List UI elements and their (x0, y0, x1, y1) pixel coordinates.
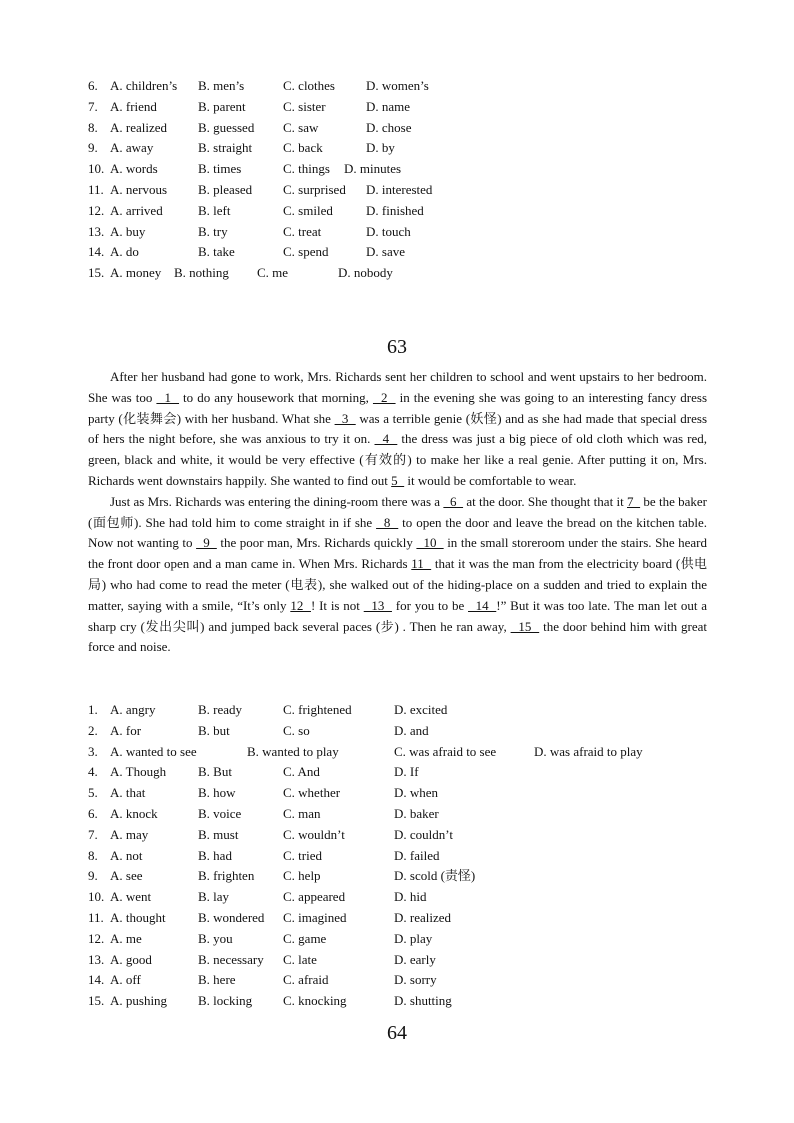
passage-text: it would be comfortable to wear. (404, 472, 577, 488)
passage-text: the door behind him with great force and noise. (88, 618, 707, 655)
option-a: A. money (110, 265, 162, 281)
page-number: 63 (387, 336, 407, 358)
blank-13: 13 (363, 597, 392, 613)
option-a: A. for (110, 722, 142, 738)
option-c: C. was afraid to see (394, 743, 497, 759)
passage-text: ! It is not (310, 597, 364, 613)
blank-9: 9 (196, 535, 217, 551)
option-d: D. play (394, 930, 433, 946)
passage-text: be the baker (面包师). She had told him to come straight in if she (88, 493, 708, 530)
option-d: D. was afraid to play (534, 743, 643, 759)
option-d: D. excited (394, 702, 448, 717)
option-c: C. help (283, 868, 321, 884)
option-d: D. when (394, 785, 439, 801)
option-b: B. you (198, 930, 233, 946)
question-number: 10. (88, 889, 105, 905)
option-a: A. Though (110, 764, 167, 780)
blank-10: 10 (416, 535, 444, 551)
option-b: B. wondered (198, 909, 265, 925)
option-b: B. lay (198, 889, 230, 905)
option-b: B. but (198, 722, 230, 738)
option-c: C. things (283, 161, 330, 177)
option-b: B. how (198, 785, 236, 801)
option-c: C. man (283, 805, 321, 821)
option-c: C. saw (283, 119, 319, 135)
option-d: D. couldn’t (394, 826, 453, 842)
option-d: D. interested (366, 181, 433, 197)
option-b: B. pleased (198, 181, 253, 197)
option-a: A. good (110, 951, 152, 967)
option-a: A. thought (110, 909, 166, 925)
passage-paragraph-1 (88, 367, 707, 492)
question-number: 10. (88, 161, 105, 177)
option-c: C. sister (283, 98, 326, 114)
option-b: B. voice (198, 805, 242, 821)
option-a: A. realized (110, 119, 168, 135)
option-c: C. whether (283, 785, 341, 801)
passage-text: After her husband had gone to work, Mrs. Richards sent her children to school and went upstairs to her bedroom. She was too (88, 369, 707, 405)
option-d: D. minutes (344, 161, 402, 177)
question-number: 8. (88, 847, 98, 863)
question-number: 1. (88, 702, 98, 717)
option-c: C. frightened (283, 702, 352, 717)
option-c: C. And (283, 764, 320, 780)
option-c: C. spend (283, 244, 329, 260)
option-c: C. late (283, 951, 317, 967)
option-c: C. game (283, 930, 327, 946)
question-number: 14. (88, 244, 105, 260)
question-number: 3. (88, 743, 98, 759)
passage-text: the poor man, Mrs. Richards quickly (216, 535, 417, 551)
question-number: 6. (88, 78, 98, 93)
option-b: B. parent (198, 98, 246, 114)
option-d: D. women’s (366, 78, 429, 93)
option-c: C. imagined (283, 909, 347, 925)
option-c: C. treat (283, 223, 322, 239)
question-number: 7. (88, 826, 98, 842)
option-a: A. children’s (110, 78, 178, 93)
option-b: B. must (198, 826, 239, 842)
option-c: C. wouldn’t (283, 826, 345, 842)
option-b: B. times (198, 161, 242, 177)
option-b: B. guessed (198, 119, 255, 135)
option-d: D. If (394, 764, 419, 780)
passage-text: to open the door and leave the bread on the kitchen table. Now not wanting to (88, 514, 708, 551)
option-b: B. straight (198, 140, 253, 156)
passage-text: was a terrible genie (妖怪) and as she had made that special dress of hers the night before, she was anxious to try it on. (88, 410, 708, 447)
option-b: B. take (198, 244, 235, 260)
option-d: D. name (366, 98, 411, 114)
option-d: D. nobody (338, 265, 393, 281)
passage-text: for you to be (391, 597, 469, 613)
blank-8: 8 (376, 514, 399, 530)
option-b: B. locking (198, 993, 253, 1009)
question-number: 13. (88, 951, 105, 967)
option-c: C. back (283, 140, 323, 156)
passage-paragraph-2 (88, 492, 707, 658)
question-number: 9. (88, 868, 98, 884)
option-a: A. pushing (110, 993, 168, 1009)
option-b: B. left (198, 202, 231, 218)
question-number: 6. (88, 805, 98, 821)
question-number: 11. (88, 909, 104, 925)
option-d: D. baker (394, 805, 439, 821)
question-number: 4. (88, 764, 98, 780)
blank-1: 1 (156, 389, 180, 405)
question-number: 5. (88, 785, 98, 801)
option-b: B. men’s (198, 78, 245, 93)
option-b: B. here (198, 972, 236, 988)
passage-text: at the door. She thought that it (463, 493, 627, 509)
blank-11: 11 (411, 556, 432, 572)
option-d: D. finished (366, 202, 424, 218)
option-b: B. ready (198, 702, 243, 717)
option-d: D. scold (责怪) (394, 868, 476, 884)
option-a: A. went (110, 889, 152, 905)
option-b: B. nothing (174, 265, 229, 281)
question-number: 15. (88, 265, 105, 281)
option-d: D. sorry (394, 972, 437, 988)
passage-text: in the evening she was going to an interesting fancy dress party (化装舞会) with her husband. What she (88, 389, 708, 426)
option-d: D. hid (394, 889, 427, 905)
question-number: 8. (88, 119, 98, 135)
option-a: A. may (110, 826, 149, 842)
option-a: A. buy (110, 223, 146, 239)
option-d: D. shutting (394, 993, 452, 1009)
blank-12: 12 (290, 597, 311, 613)
passage-text: that it was the man from the electricity board (供电局) who had come to read the meter (电表), she walked out of the hiding-place on a sudden and tried to explain the matter, saying with a smile, “It’s only (88, 556, 708, 613)
blank-4: 4 (374, 431, 398, 447)
question-number: 12. (88, 202, 105, 218)
option-d: D. touch (366, 223, 411, 239)
passage-text: to do any housework that morning, (179, 389, 373, 405)
question-number: 13. (88, 223, 105, 239)
blank-3: 3 (334, 410, 356, 426)
page-number: 64 (387, 1022, 407, 1044)
blank-7: 7 (627, 493, 641, 509)
option-a: A. see (110, 868, 143, 884)
option-b: B. try (198, 223, 228, 239)
option-a: A. arrived (110, 202, 163, 218)
option-c: C. smiled (283, 202, 333, 218)
blank-14: 14 (468, 597, 497, 613)
blank-2: 2 (372, 389, 396, 405)
option-a: A. not (110, 847, 143, 863)
option-d: D. by (366, 140, 395, 156)
option-a: A. wanted to see (110, 743, 197, 759)
option-a: A. away (110, 140, 154, 156)
option-a: A. me (110, 930, 142, 946)
passage-text: the dress was just a big piece of old cloth which was red, green, black and white, it would be very effective (有效的) to make her like a real genie. After putting it on, Mrs. Richards went downstairs happily. She wanted to find out (88, 431, 707, 488)
question-number: 7. (88, 98, 98, 114)
option-c: C. so (283, 722, 310, 738)
option-d: D. realized (394, 909, 452, 925)
option-a: A. off (110, 972, 141, 988)
option-c: C. clothes (283, 78, 335, 93)
option-a: A. words (110, 161, 158, 177)
question-number: 12. (88, 930, 105, 946)
option-d: D. chose (366, 119, 412, 135)
option-d: D. failed (394, 847, 440, 863)
question-number: 15. (88, 993, 105, 1009)
option-d: D. early (394, 951, 436, 967)
cloze-passage (88, 367, 707, 658)
passage-text: !” But it was too late. The man let out a sharp cry (发出尖叫) and jumped back several paces (步) . Then he ran away, (88, 597, 708, 634)
option-c: C. tried (283, 847, 322, 863)
blank-6: 6 (443, 493, 464, 509)
question-number: 9. (88, 140, 98, 156)
option-c: C. knocking (283, 993, 347, 1009)
blank-5: 5 (391, 472, 405, 488)
option-b: B. frighten (198, 868, 255, 884)
option-c: C. surprised (283, 181, 346, 197)
option-c: C. me (257, 265, 289, 281)
option-d: D. save (366, 244, 405, 260)
option-d: D. and (394, 722, 429, 738)
passage-text: Just as Mrs. Richards was entering the dining-room there was a (110, 493, 444, 509)
passage-text: in the small storeroom under the stairs. She heard the front door open and a man came in. When Mrs. Richards (88, 535, 708, 572)
option-a: A. angry (110, 702, 156, 717)
blank-15: 15 (510, 618, 540, 634)
option-b: B. wanted to play (247, 743, 339, 759)
option-a: A. that (110, 785, 146, 801)
option-a: A. do (110, 244, 139, 260)
question-number: 2. (88, 722, 98, 738)
question-number: 14. (88, 972, 105, 988)
option-a: A. nervous (110, 181, 168, 197)
option-b: B. necessary (198, 951, 264, 967)
question-number: 11. (88, 181, 104, 197)
option-c: C. appeared (283, 889, 346, 905)
option-c: C. afraid (283, 972, 329, 988)
option-b: B. But (198, 764, 232, 780)
option-a: A. friend (110, 98, 157, 114)
option-a: A. knock (110, 805, 158, 821)
option-b: B. had (198, 847, 232, 863)
